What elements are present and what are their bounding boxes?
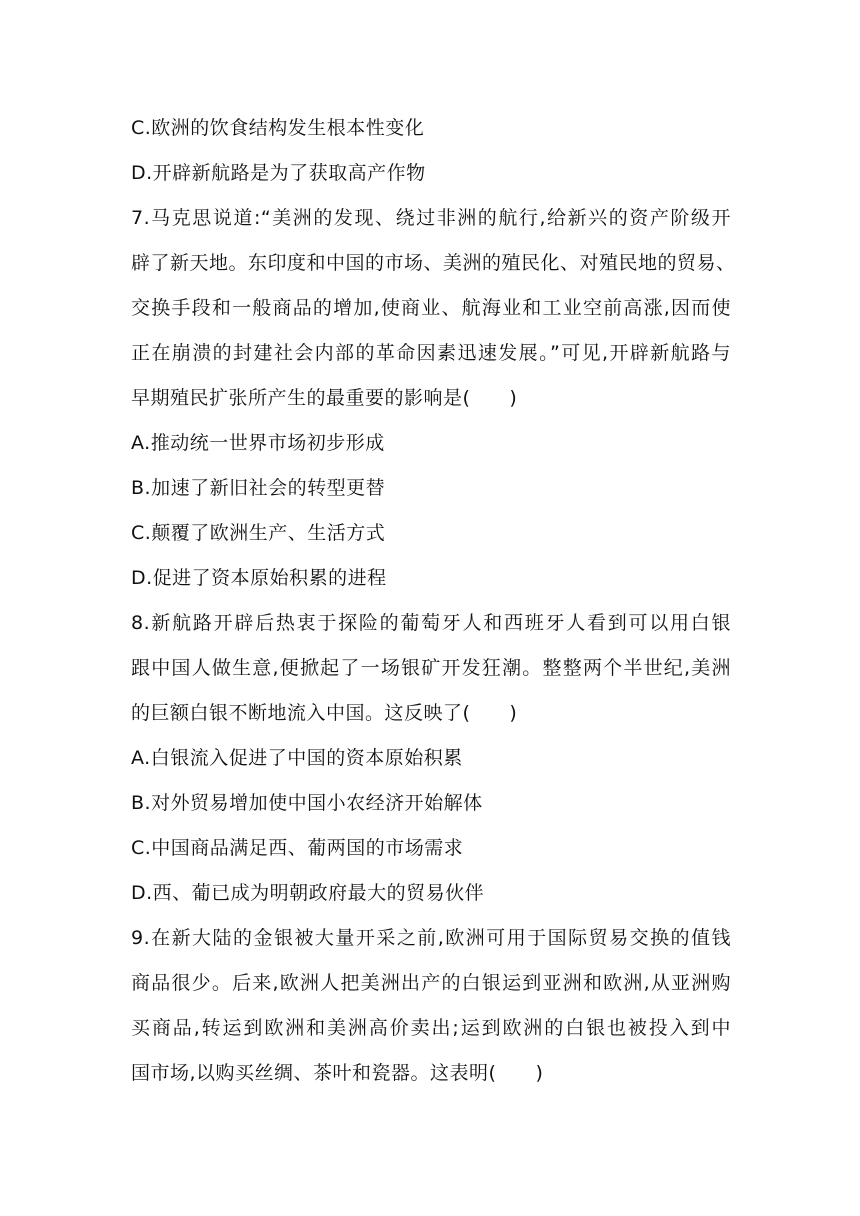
q7-option-d: D.促进了资本原始积累的进程 [131, 567, 387, 589]
q9-stem-line: 国市场,以购买丝绸、茶叶和瓷器。这表明( ) [131, 1062, 544, 1084]
q7-stem-line: 正在崩溃的封建社会内部的革命因素迅速发展。”可见,开辟新航路与 [131, 342, 731, 364]
q8-stem-line: 8.新航路开辟后热衷于探险的葡萄牙人和西班牙人看到可以用白银 [131, 612, 731, 634]
q9-stem-line: 买商品,转运到欧洲和美洲高价卖出;运到欧洲的白银也被投入到中 [131, 1017, 731, 1039]
q6-option-d: D.开辟新航路是为了获取高产作物 [131, 162, 426, 184]
q7-stem-line: 早期殖民扩张所产生的最重要的影响是( ) [131, 387, 518, 409]
q8-stem-line: 跟中国人做生意,便掀起了一场银矿开发狂潮。整整两个半世纪,美洲 [131, 657, 731, 679]
q9-stem-line: 9.在新大陆的金银被大量开采之前,欧洲可用于国际贸易交换的值钱 [131, 927, 731, 949]
q8-option-b: B.对外贸易增加使中国小农经济开始解体 [131, 792, 483, 814]
q6-option-c: C.欧洲的饮食结构发生根本性变化 [131, 117, 425, 139]
q7-option-a: A.推动统一世界市场初步形成 [131, 432, 385, 454]
q8-option-c: C.中国商品满足西、葡两国的市场需求 [131, 837, 464, 859]
q7-stem-line: 7.马克思说道:“美洲的发现、绕过非洲的航行,给新兴的资产阶级开 [131, 207, 731, 229]
q7-option-b: B.加速了新旧社会的转型更替 [131, 477, 386, 499]
q7-stem-line: 辟了新天地。东印度和中国的市场、美洲的殖民化、对殖民地的贸易、 [131, 252, 736, 274]
q7-stem-line: 交换手段和一般商品的增加,使商业、航海业和工业空前高涨,因而使 [131, 297, 731, 319]
q8-option-d: D.西、葡已成为明朝政府最大的贸易伙伴 [131, 882, 485, 904]
q8-stem-line: 的巨额白银不断地流入中国。这反映了( ) [131, 702, 518, 724]
q7-option-c: C.颠覆了欧洲生产、生活方式 [131, 522, 386, 544]
q9-stem-line: 商品很少。后来,欧洲人把美洲出产的白银运到亚洲和欧洲,从亚洲购 [131, 972, 731, 994]
q8-option-a: A.白银流入促进了中国的资本原始积累 [131, 747, 463, 769]
